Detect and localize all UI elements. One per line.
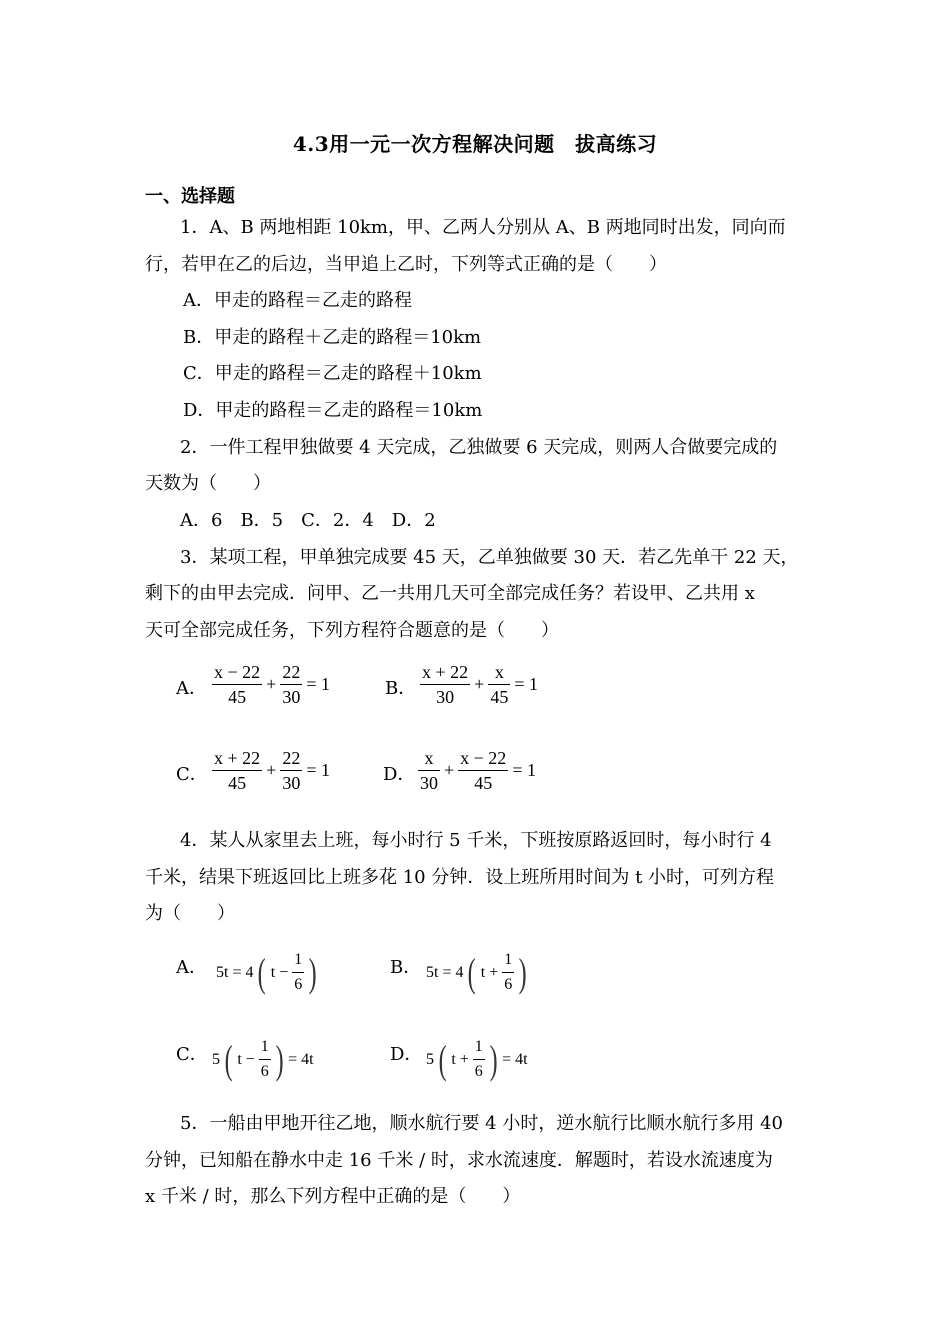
right-paren: ) xyxy=(308,949,317,995)
q4-line-1: 4．某人从家里去上班，每小时行 5 千米，下班按原路返回时，每小时行 4 xyxy=(180,830,772,851)
section-heading: 一、选择题 xyxy=(145,186,235,207)
q3-option-a-equation xyxy=(210,660,332,709)
q3-option-a-label: A． xyxy=(176,678,207,699)
operator: + xyxy=(474,674,485,694)
q3-option-c-equation xyxy=(210,746,332,795)
operator: + xyxy=(266,760,277,780)
q4-option-d-equation xyxy=(424,1035,530,1084)
q5-line-1: 5．一船由甲地开往乙地，顺水航行要 4 小时，逆水航行比顺水航行多用 40 xyxy=(180,1113,783,1134)
denominator: 30 xyxy=(420,773,438,793)
q3-line-2: 剩下的由甲去完成．问甲、乙一共用几天可全部完成任务？若设甲、乙共用 x xyxy=(145,583,755,604)
inner-term: t − xyxy=(270,963,289,981)
q2-options: A．6 B．5 C．2．4 D．2 xyxy=(180,510,436,531)
denominator: 30 xyxy=(282,687,301,707)
denominator: 30 xyxy=(282,773,301,793)
denominator: 45 xyxy=(474,773,493,793)
numerator: 1 xyxy=(473,1035,485,1060)
q3-option-d-equation xyxy=(416,746,538,795)
left-side: 5t = 4 xyxy=(426,963,464,981)
left-side: 5 xyxy=(426,1050,434,1068)
q4-option-c-label: C． xyxy=(176,1044,208,1065)
q2-line-2: 天数为（ ） xyxy=(145,473,271,494)
denominator: 45 xyxy=(490,687,509,707)
right-side: = 4t xyxy=(502,1050,528,1068)
numerator: x + 22 xyxy=(212,746,262,771)
equals: = 1 xyxy=(306,674,330,694)
q3-line-1: 3．某项工程，甲单独完成要 45 天，乙单独做要 30 天．若乙先单干 22 天， xyxy=(180,547,799,568)
inner-term: t + xyxy=(480,963,499,981)
denominator: 6 xyxy=(260,1063,269,1080)
numerator: 22 xyxy=(280,660,302,685)
q1-line-1: 1．A、B 两地相距 10km，甲、乙两人分别从 A、B 两地同时出发，同向而 xyxy=(180,217,786,238)
q3-option-b-label: B． xyxy=(385,678,417,699)
q1-option-c: C．甲走的路程＝乙走的路程＋10km xyxy=(183,363,482,384)
q5-line-3: x 千米 / 时，那么下列方程中正确的是（ ） xyxy=(145,1186,521,1207)
numerator: 1 xyxy=(502,948,514,973)
page-title: 4.3用一元一次方程解决问题 拔高练习 xyxy=(292,132,658,156)
numerator: 22 xyxy=(280,746,302,771)
q4-line-2: 千米，结果下班返回比上班多花 10 分钟．设上班所用时间为 t 小时，可列方程 xyxy=(145,867,775,888)
denominator: 6 xyxy=(504,976,513,993)
numerator: x − 22 xyxy=(458,746,508,771)
equals: = 1 xyxy=(306,760,330,780)
left-paren: ( xyxy=(258,949,267,995)
q4-line-3: 为（ ） xyxy=(145,903,235,924)
denominator: 45 xyxy=(228,687,247,707)
numerator: x − 22 xyxy=(212,660,262,685)
left-paren: ( xyxy=(438,1036,447,1082)
right-paren: ) xyxy=(275,1036,284,1082)
left-paren: ( xyxy=(224,1036,233,1082)
numerator: x xyxy=(418,746,440,771)
numerator: 1 xyxy=(259,1035,271,1060)
right-paren: ) xyxy=(518,949,527,995)
q1-option-a: A．甲走的路程＝乙走的路程 xyxy=(183,290,412,311)
q4-option-c-equation xyxy=(210,1035,316,1084)
left-side: 5t = 4 xyxy=(216,963,254,981)
q1-line-2: 行，若甲在乙的后边，当甲追上乙时，下列等式正确的是（ ） xyxy=(145,254,667,275)
q4-option-b-label: B． xyxy=(390,957,422,978)
numerator: x + 22 xyxy=(420,660,470,685)
left-paren: ( xyxy=(468,949,477,995)
right-paren: ) xyxy=(489,1036,498,1082)
operator: + xyxy=(266,674,277,694)
inner-term: t − xyxy=(237,1050,255,1068)
q4-option-d-label: D． xyxy=(390,1044,423,1065)
right-side: = 4t xyxy=(288,1050,314,1068)
denominator: 30 xyxy=(436,687,455,707)
q1-option-d: D．甲走的路程＝乙走的路程＝10km xyxy=(183,400,483,421)
equals: = 1 xyxy=(512,760,536,780)
denominator: 6 xyxy=(294,976,303,993)
q4-option-a-label: A． xyxy=(176,957,207,978)
q3-option-b-equation xyxy=(418,660,540,709)
q1-option-b: B．甲走的路程＋乙走的路程＝10km xyxy=(183,327,482,348)
q3-line-3: 天可全部完成任务，下列方程符合题意的是（ ） xyxy=(145,620,559,641)
equals: = 1 xyxy=(514,674,538,694)
denominator: 6 xyxy=(474,1063,483,1080)
numerator: 1 xyxy=(292,948,304,973)
left-side: 5 xyxy=(212,1050,220,1068)
q3-option-d-label: D． xyxy=(383,764,416,785)
q5-line-2: 分钟，已知船在静水中走 16 千米 / 时，求水流速度．解题时，若设水流速度为 xyxy=(145,1150,773,1171)
operator: + xyxy=(444,760,455,780)
q4-option-a-equation xyxy=(214,948,324,997)
numerator: x xyxy=(488,660,510,685)
inner-term: t + xyxy=(451,1050,469,1068)
q4-option-b-equation xyxy=(424,948,534,997)
q3-option-c-label: C． xyxy=(176,764,208,785)
q2-line-1: 2．一件工程甲独做要 4 天完成，乙独做要 6 天完成，则两人合做要完成的 xyxy=(180,437,778,458)
denominator: 45 xyxy=(228,773,247,793)
